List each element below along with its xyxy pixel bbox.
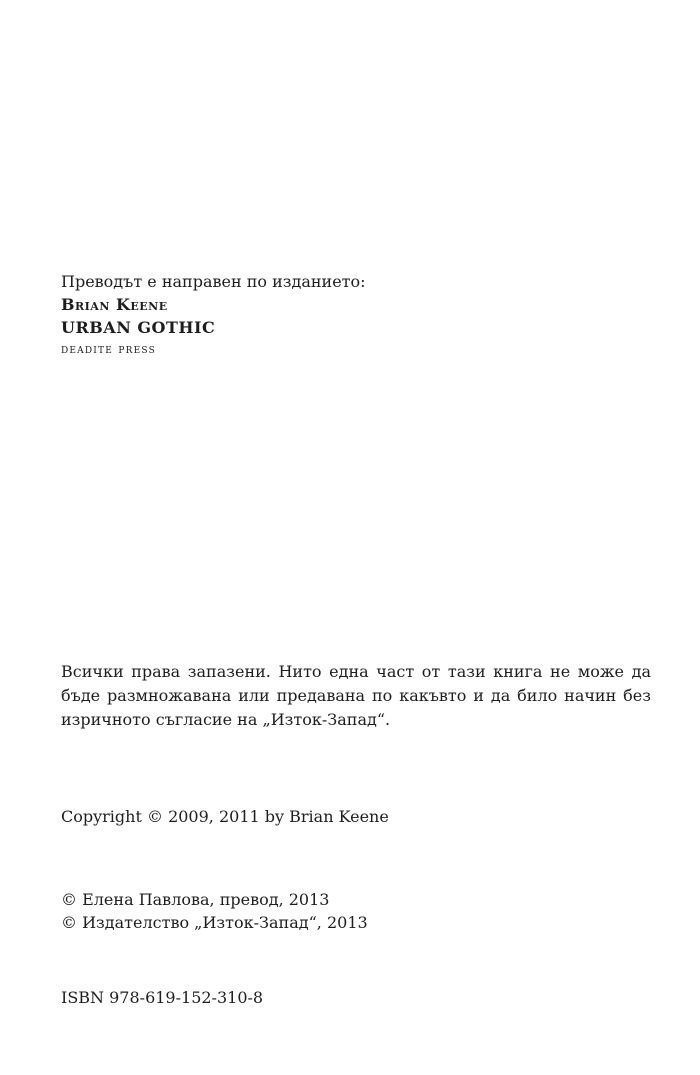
- original-edition-intro: Преводът е направен по изданието:: [61, 272, 366, 291]
- isbn-line: ISBN 978-619-152-310-8: [61, 988, 264, 1007]
- original-title: URBAN GOTHIC: [61, 318, 216, 337]
- original-publisher: deadite press: [61, 342, 156, 357]
- translation-copyright-line: © Елена Павлова, превод, 2013: [61, 890, 330, 909]
- copyright-block: [61, 805, 651, 828]
- publisher-copyright-line: © Издателство „Изток-Запад“, 2013: [61, 913, 368, 932]
- rights-notice-block: [61, 660, 651, 732]
- original-author: Brian Keene: [61, 295, 168, 314]
- original-edition-block: [61, 270, 651, 361]
- rights-notice: Всички права запазени. Нито една част от тази книга не може да бъде размножавана или предавана по какъвто и да било начин без изричното съгласие на „Изток-Запад“.: [61, 662, 651, 729]
- isbn-block: [61, 986, 651, 1009]
- copyright-line: Copyright © 2009, 2011 by Brian Keene: [61, 807, 389, 826]
- translation-copyrights-block: [61, 888, 651, 934]
